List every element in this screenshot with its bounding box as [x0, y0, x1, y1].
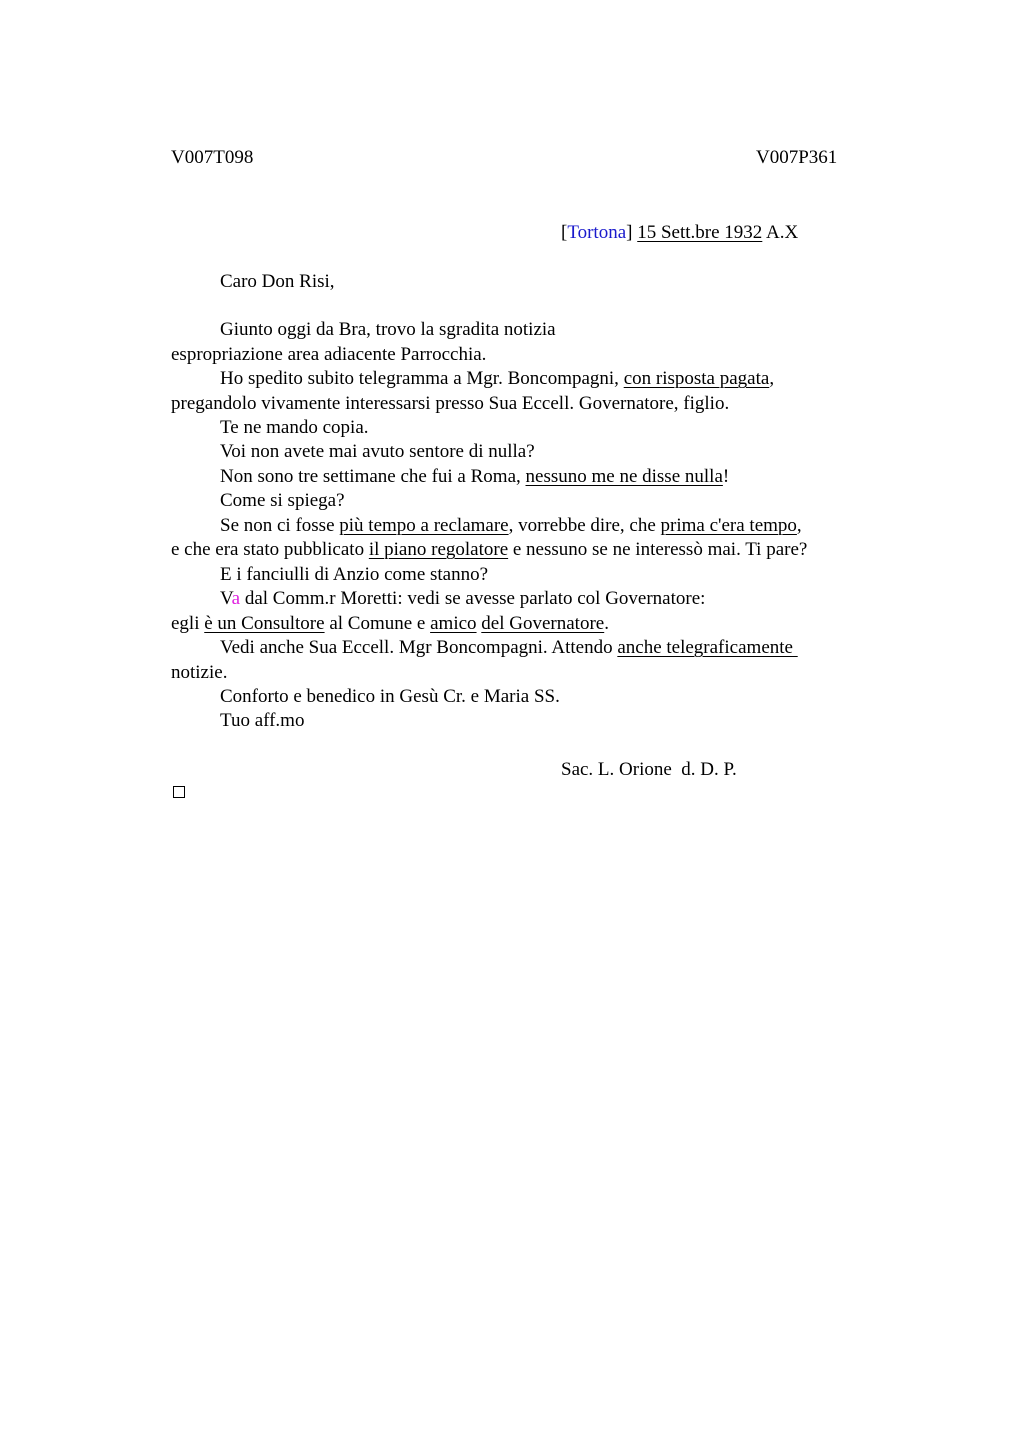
dateline	[561, 221, 798, 245]
underlined-text: amico	[430, 613, 477, 634]
salutation: Caro Don Risi,	[220, 271, 335, 292]
text-span: Vedi anche Sua Eccell. Mgr Boncompagni. Attendo	[220, 637, 618, 658]
underlined-text: nessuno me ne disse nulla	[525, 466, 723, 487]
body-line	[220, 636, 798, 660]
dateline-era: A.X	[766, 222, 799, 243]
text-span: V	[220, 588, 232, 609]
text-span: e che era stato pubblicato	[171, 539, 369, 560]
body-line: Giunto oggi da Bra, trovo la sgradita notizia	[220, 319, 556, 340]
body-line	[220, 465, 729, 489]
text-span: e nessuno se ne interessò mai. Ti pare?	[508, 539, 808, 560]
text-span: Ho spedito subito telegramma a Mgr. Boncompagni,	[220, 368, 624, 389]
body-line	[171, 538, 807, 562]
underlined-text: è un Consultore	[204, 613, 325, 634]
dateline-date: 15 Sett.bre 1932	[637, 222, 763, 243]
editorial-insertion: a	[231, 588, 241, 609]
underlined-text: con risposta pagata	[623, 368, 770, 389]
body-line	[220, 367, 774, 391]
body-line: Conforto e benedico in Gesù Cr. e Maria SS.	[220, 686, 560, 707]
body-line: Come si spiega?	[220, 490, 345, 511]
archive-code-left: V007T098	[171, 147, 254, 168]
body-line	[220, 514, 802, 538]
text-span: egli	[171, 613, 205, 634]
text-span: Se non ci fosse	[220, 515, 340, 536]
text-span: !	[722, 466, 730, 487]
dateline-place: Tortona	[567, 222, 627, 243]
text-span: .	[604, 613, 609, 634]
dateline-close-bracket: ]	[626, 222, 633, 243]
body-line: espropriazione area adiacente Parrocchia.	[171, 344, 487, 365]
text-span: ,	[796, 515, 802, 536]
text-span: ,	[769, 368, 775, 389]
archive-code-right: V007P361	[756, 147, 838, 168]
body-line	[220, 587, 705, 611]
text-span: dal Comm.r Moretti: vedi se avesse parlato col Governatore:	[240, 588, 706, 609]
closing: Tuo aff.mo	[220, 710, 305, 731]
dateline-open-bracket: [	[561, 222, 568, 243]
body-line: E i fanciulli di Anzio come stanno?	[220, 564, 489, 585]
end-marker-box-icon	[173, 786, 185, 798]
underlined-text: anche telegraficamente	[617, 637, 798, 658]
text-span: , vorrebbe dire, che	[508, 515, 661, 536]
body-line: notizie.	[171, 662, 228, 683]
body-line: Te ne mando copia.	[220, 417, 369, 438]
underlined-text: più tempo a reclamare	[339, 515, 509, 536]
text-span: al Comune e	[324, 613, 431, 634]
body-line	[171, 612, 609, 636]
underlined-text: il piano regolatore	[368, 539, 509, 560]
signature: Sac. L. Orione d. D. P.	[561, 759, 737, 780]
underlined-text: prima c'era tempo	[660, 515, 797, 536]
underlined-text: del Governatore	[481, 613, 605, 634]
text-span: Non sono tre settimane che fui a Roma,	[220, 466, 526, 487]
body-line: pregandolo vivamente interessarsi presso Sua Eccell. Governatore, figlio.	[171, 393, 730, 414]
body-line: Voi non avete mai avuto sentore di nulla?	[220, 441, 535, 462]
